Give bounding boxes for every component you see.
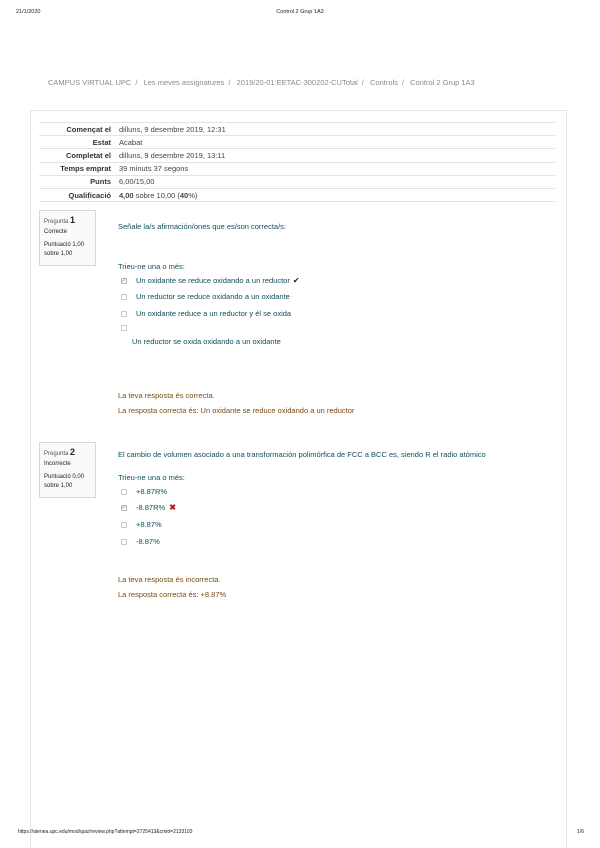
question-1-feedback: La teva resposta és correcta. — [118, 391, 215, 400]
question-2-right-answer: La resposta correcta és: +8.87% — [118, 590, 227, 599]
question-2-option[interactable] — [121, 503, 176, 512]
question-label: Pregunta — [44, 451, 69, 457]
breadcrumb-course[interactable]: 2019/20-01:EETAC-300202-CUTotal — [236, 78, 358, 87]
option-text: Un reductor se oxida oxidando a un oxidante — [132, 337, 281, 346]
summary-value: 39 minuts 37 segons — [119, 164, 189, 174]
summary-row-time — [39, 163, 555, 176]
question-2-text: El cambio de volumen asociado a una transformación polimórfica de FCC a BCC es, siendo R el radio atómico — [118, 450, 486, 459]
print-page-number: 1/6 — [577, 829, 584, 835]
grade-line: Puntuació 0,00 — [44, 474, 85, 480]
question-1-right-answer: La resposta correcta és: Un oxidante se reduce oxidando a un reductor — [118, 406, 355, 415]
option-text: -8.87% — [136, 537, 160, 546]
checkbox[interactable] — [121, 505, 127, 511]
question-1-option[interactable] — [121, 276, 300, 285]
option-text: Un oxidante se reduce oxidando a un reductor — [136, 276, 290, 285]
grade-out-of: sobre 10,00 ( — [133, 190, 180, 200]
summary-value: dilluns, 9 desembre 2019, 13:11 — [119, 150, 226, 160]
question-1-option-checkbox[interactable] — [121, 325, 136, 331]
option-text: Un oxidante reduce a un reductor y él se oxida — [136, 309, 292, 318]
summary-row-started — [39, 123, 555, 136]
grade-line: sobre 1,00 — [44, 483, 73, 489]
breadcrumb-separator: / — [228, 78, 231, 87]
question-2-option[interactable] — [121, 537, 160, 546]
summary-label: Punts — [90, 177, 111, 187]
print-url: https://atenea.upc.edu/mod/quiz/review.php?attempt=2725413&cmid=2133103 — [18, 829, 193, 835]
grade-line: Puntuació 1,00 — [44, 242, 85, 248]
content-frame — [30, 110, 567, 848]
question-1-info — [39, 210, 96, 266]
summary-value: dilluns, 9 desembre 2019, 12:31 — [119, 124, 226, 134]
question-state: Correcte — [44, 229, 68, 235]
summary-label: Començat el — [66, 124, 111, 134]
grade-line: sobre 1,00 — [44, 251, 73, 257]
checkbox[interactable] — [121, 325, 127, 331]
breadcrumb-campus[interactable]: CAMPUS VIRTUAL UPC — [48, 78, 132, 87]
breadcrumb-separator: / — [135, 78, 138, 87]
checkbox[interactable] — [121, 294, 127, 300]
question-2-option[interactable] — [121, 487, 167, 496]
question-state: Incorrecte — [44, 461, 71, 467]
checkbox[interactable] — [121, 311, 127, 317]
breadcrumb-controls[interactable]: Controls — [369, 78, 398, 87]
question-1-option[interactable] — [121, 292, 290, 301]
grade-end: %) — [188, 190, 198, 200]
summary-row-state — [39, 136, 555, 149]
question-grade — [44, 473, 91, 491]
option-text: +8.87% — [136, 520, 162, 529]
checkbox[interactable] — [121, 539, 127, 545]
check-icon: ✔ — [292, 276, 300, 285]
summary-value: Acabat — [119, 137, 143, 147]
question-2-prompt: Trieu-ne una o més: — [118, 473, 185, 482]
checkbox[interactable] — [121, 522, 127, 528]
breadcrumb-separator: / — [401, 78, 405, 87]
cross-icon: ✖ — [169, 503, 176, 512]
breadcrumb-courses[interactable]: Les meves assignatures — [143, 78, 225, 87]
summary-label: Qualificació — [68, 190, 111, 200]
summary-value — [117, 191, 197, 200]
summary-label: Temps emprat — [60, 164, 111, 174]
question-1-option[interactable] — [121, 309, 291, 318]
question-2-option[interactable] — [121, 520, 162, 529]
question-number-value: 2 — [70, 447, 76, 457]
question-label: Pregunta — [44, 219, 69, 225]
question-number — [44, 447, 91, 457]
option-text: Un reductor se reduce oxidando a un oxidante — [136, 292, 290, 301]
summary-row-grade — [39, 189, 555, 202]
checkbox[interactable] — [121, 278, 127, 284]
grade-value: 4,00 — [119, 190, 134, 200]
question-2-info — [39, 442, 96, 498]
print-title: Control 2 Grup 1A3 — [276, 9, 324, 15]
print-header — [0, 9, 600, 21]
attempt-summary-table — [39, 122, 555, 202]
checkbox[interactable] — [121, 489, 127, 495]
summary-label: Estat — [92, 137, 111, 147]
summary-row-completed — [39, 149, 555, 162]
breadcrumb — [48, 78, 475, 87]
question-1-text: Señale la/s afirmación/ones que es/son correcta/s: — [118, 222, 287, 231]
summary-label: Completat el — [65, 150, 111, 160]
question-number — [44, 215, 91, 225]
grade-percent: 40 — [179, 190, 189, 200]
breadcrumb-quiz[interactable]: Control 2 Grup 1A3 — [410, 78, 475, 87]
question-grade — [44, 241, 91, 259]
option-text: -8.87R% — [136, 503, 166, 512]
question-1-prompt: Trieu-ne una o més: — [118, 262, 185, 271]
print-date: 21/1/2020 — [16, 9, 41, 15]
summary-value: 6,00/15,00 — [119, 177, 155, 187]
question-1-option[interactable] — [132, 337, 281, 346]
option-text: +8.87R% — [136, 487, 168, 496]
question-number-value: 1 — [70, 215, 76, 225]
breadcrumb-separator: / — [361, 78, 364, 87]
question-2-feedback: La teva resposta és incorrecta. — [118, 575, 221, 584]
summary-row-points — [39, 176, 555, 189]
